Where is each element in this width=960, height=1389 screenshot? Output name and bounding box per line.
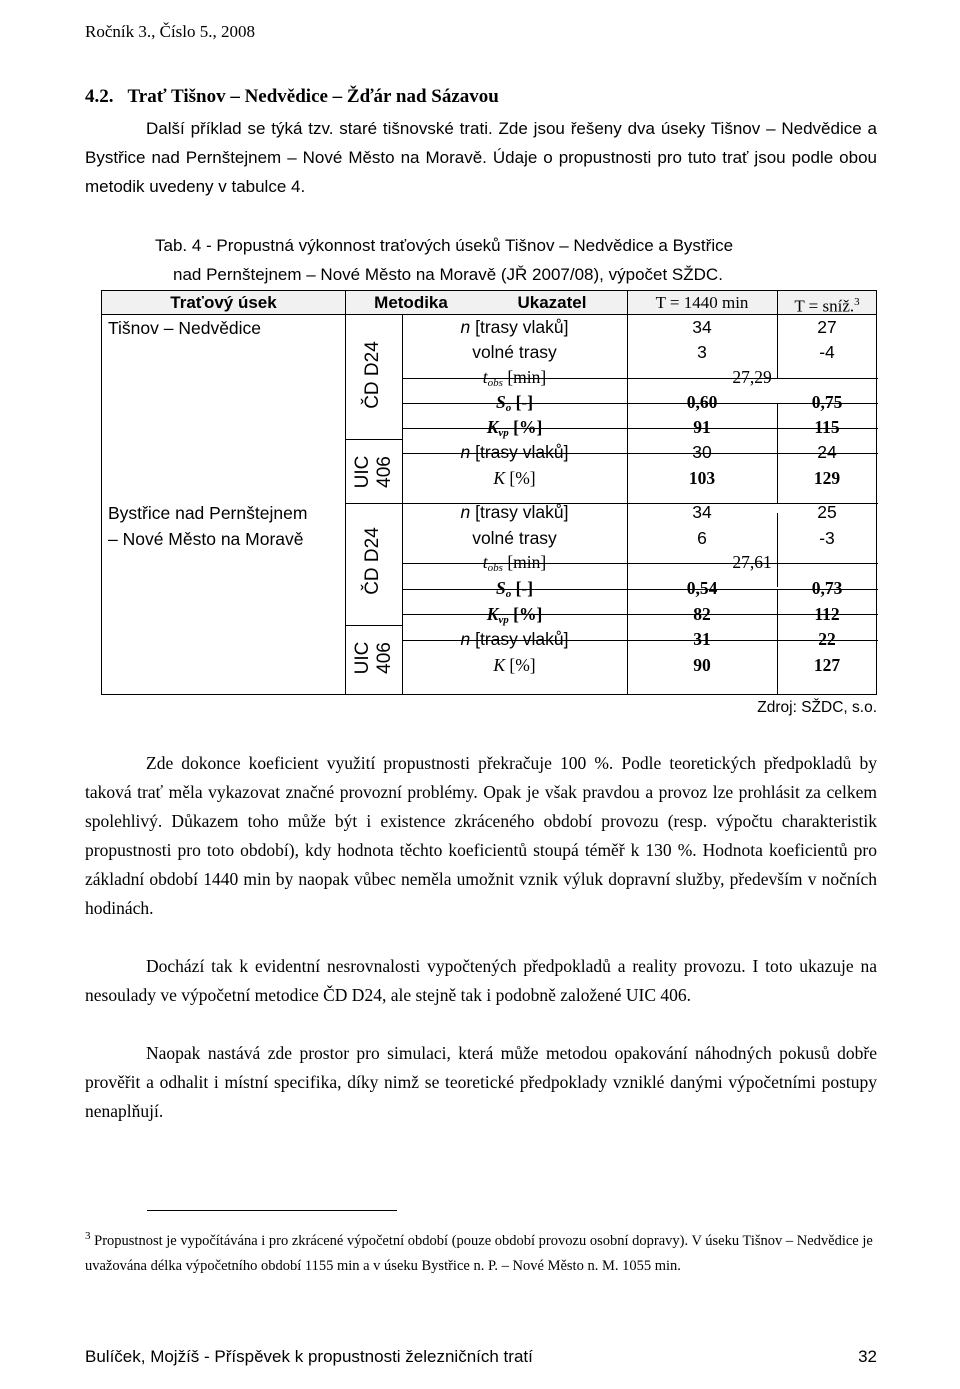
label-so-a: $S_o$ [-]: [495, 392, 534, 414]
page-number: 32: [858, 1347, 877, 1366]
table-source: Zdroj: SŽDC, s.o.: [757, 699, 877, 716]
label-kvp-b: $K_{vp}$ [%]: [486, 604, 543, 626]
label-n-uic-a: n [trasy vlaků]: [460, 442, 569, 462]
b-kuic-1440: 90: [693, 655, 711, 675]
a-tobs: 27,29: [732, 367, 772, 387]
section-heading: [85, 86, 513, 108]
a-n-red: 27: [817, 317, 837, 337]
a-nuic-1440: 30: [692, 442, 712, 462]
header-method: Metodika: [374, 293, 448, 312]
header-treduced: T = sníž.$^3$: [794, 296, 860, 316]
header-t1440: T = 1440 min: [655, 293, 749, 312]
section-number: 4.2.: [85, 86, 114, 107]
col-divider-1: [345, 291, 346, 695]
a-kvp-1440: 91: [693, 417, 711, 437]
b-nuic-1440: 31: [693, 629, 711, 649]
label-n-b: n [trasy vlaků]: [460, 502, 569, 522]
section-a-label: Tišnov – Nedvědice: [108, 318, 262, 338]
label-k-uic-b: K [%]: [493, 655, 536, 675]
footnote-rule: [147, 1210, 397, 1211]
b-n-1440: 34: [692, 502, 712, 522]
header-section: Traťový úsek: [170, 293, 277, 312]
b-n-red: 25: [817, 502, 837, 522]
a-volne-1440: 3: [697, 342, 707, 362]
footer-authors: Bulíček, Mojžíš - Příspěvek k propustnosti železničních tratí: [85, 1347, 533, 1366]
label-volne-b: volné trasy: [472, 528, 557, 548]
label-kvp-a: $K_{vp}$ [%]: [486, 417, 543, 439]
a-kuic-1440: 103: [688, 468, 716, 488]
b-tobs: 27,61: [732, 552, 772, 572]
page-footer: [85, 1347, 877, 1367]
method-split-b: [345, 625, 402, 626]
method-cd-b: ČD D24: [362, 527, 383, 595]
paragraph-3: Naopak nastává zde prostor pro simulaci, která může metodou opakování náhodných pokusů dobře prověřit a odhalit i místní specifika, díky nimž se teoretické předpoklady vzniklé danými výpočetními postupy nenaplňují.: [85, 1043, 877, 1121]
a-volne-red: -4: [819, 342, 835, 362]
label-tobs-b: $t_{obs}$ [min]: [482, 552, 547, 574]
label-tobs-a: $t_{obs}$ [min]: [482, 367, 547, 389]
a-n-1440: 34: [692, 317, 712, 337]
method-uic-b: UIC 406: [352, 641, 395, 675]
b-kuic-red: 127: [813, 655, 841, 675]
b-volne-red: -3: [819, 528, 835, 548]
b-so-red: 0,73: [811, 578, 843, 598]
label-n-a: n [trasy vlaků]: [460, 317, 569, 337]
paragraph-1: Zde dokonce koeficient využití propustnosti překračuje 100 %. Podle teoretických předpokladů by taková trať měla vykazovat značné provozní problémy. Opak je však pravdou a provoz lze prohlásit za celkem spolehlivý. Důkazem toho může být i existence zkráceného období provozu (resp. výpočtu charakteristik propustnosti pro toto období), kdy hodnota těchto koeficientů stoupá téměř k 130 %. Hodnota koeficientů pro základní období 1440 min by naopak vůbec neměla umožnit vznik výluk dopravní služby, především v nočních hodinách.: [85, 753, 877, 918]
paragraph-2: Dochází tak k evidentní nesrovnalosti vypočtených předpokladů a reality provozu. I toto ukazuje na nesoulady ve výpočetní metodice ČD D24, ale stejně tak i podobně založené UIC 406.: [85, 956, 877, 1005]
section-title: Trať Tišnov – Nedvědice – Žďár nad Sázavou: [127, 86, 499, 107]
label-volne-a: volné trasy: [472, 342, 557, 362]
b-so-1440: 0,54: [686, 578, 718, 598]
caption-line-1: Tab. 4 - Propustná výkonnost traťových úseků Tišnov – Nedvědice a Bystřice: [155, 236, 734, 255]
method-cd-a: ČD D24: [362, 341, 383, 409]
capacity-table: [101, 290, 877, 695]
table-caption: [155, 231, 877, 289]
header-indicator: Ukazatel: [517, 293, 587, 312]
a-nuic-red: 24: [817, 442, 837, 462]
label-n-uic-b: n [trasy vlaků]: [460, 629, 569, 649]
a-so-red: 0,75: [811, 392, 843, 412]
a-so-1440: 0,60: [686, 392, 718, 412]
label-so-b: $S_o$ [-]: [495, 578, 534, 600]
method-uic-a: UIC 406: [352, 455, 395, 489]
intro-paragraph: Další příklad se týká tzv. staré tišnovské trati. Zde jsou řešeny dva úseky Tišnov – Nedvědice a Bystřice nad Pernštejnem – Nové Město na Moravě. Údaje o propustnosti pro tuto trať jsou podle obou metodik uvedeny v tabulce 4.: [85, 119, 877, 196]
b-kvp-1440: 82: [693, 604, 711, 624]
b-kvp-red: 112: [814, 604, 840, 624]
table-header-row: [102, 291, 876, 315]
b-nuic-red: 22: [818, 629, 836, 649]
section-b-label: Bystřice nad Pernštejnem – Nové Město na Moravě: [108, 503, 308, 549]
caption-line-2: nad Pernštejnem – Nové Město na Moravě (JŘ 2007/08), výpočet SŽDC.: [173, 265, 723, 284]
running-header: Ročník 3., Číslo 5., 2008: [85, 22, 256, 41]
b-volne-1440: 6: [697, 528, 707, 548]
label-k-uic-a: K [%]: [493, 468, 536, 488]
a-kvp-red: 115: [814, 417, 840, 437]
method-split-a: [345, 439, 402, 440]
a-kuic-red: 129: [813, 468, 841, 488]
footnote: $^3$ Propustnost je vypočítávána i pro zkrácené výpočetní období (pouze období provozu osobní dopravy). V úseku Tišnov – Nedvědice je uvažována délka výpočetního období 1155 min a v úseku Bystřice n. P. – Nové Město n. M. 1055 min.: [85, 1230, 873, 1274]
